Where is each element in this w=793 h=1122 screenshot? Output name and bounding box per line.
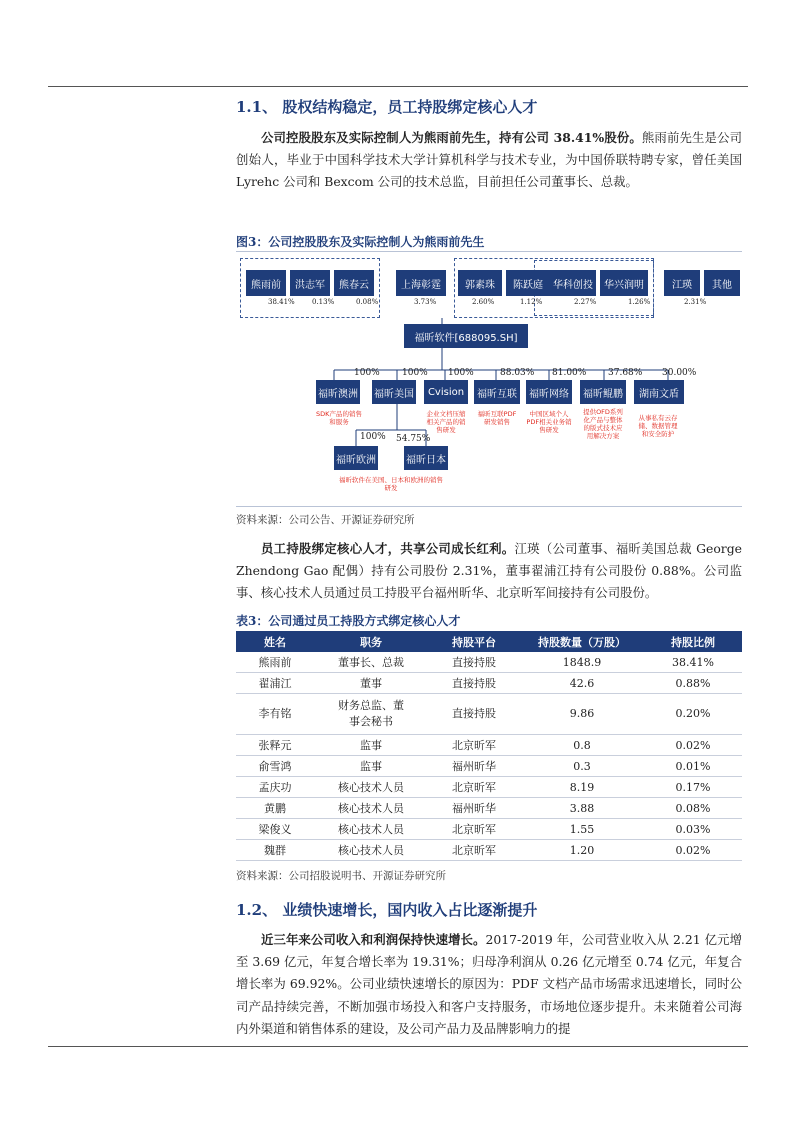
pct-foxit-australia: 100% (354, 368, 380, 378)
cell-ratio: 0.02% (644, 840, 742, 861)
pct-huake-vc: 2.27% (574, 298, 597, 306)
cell-platform: 北京昕军 (428, 819, 520, 840)
pct-hunan-wendun: 30.00% (662, 368, 697, 378)
pct-foxit-hulian: 88.03% (500, 368, 535, 378)
cell-platform: 直接持股 (428, 652, 520, 673)
section-heading-1-1: 1.1、 股权结构稳定，员工持股绑定核心人才 (236, 98, 538, 116)
cell-ratio: 38.41% (644, 652, 742, 673)
table-source: 资料来源：公司招股说明书、开源证券研究所 (236, 870, 446, 882)
paragraph-controlling-shareholder (236, 127, 742, 217)
cell-name: 梁俊义 (236, 819, 314, 840)
table-row (236, 756, 742, 777)
shareholder-chen-yueting: 陈跃庭 (506, 270, 550, 296)
cell-ratio: 0.17% (644, 777, 742, 798)
cell-position: 核心技术人员 (314, 819, 428, 840)
sub-foxit-japan: 福昕日本 (404, 446, 448, 470)
pct-huaxing-runming: 1.26% (628, 298, 651, 306)
ownership-chart (236, 256, 742, 496)
shareholder-huaxing-runming: 华兴润明 (600, 270, 648, 296)
shareholder-others: 其他 (704, 270, 740, 296)
cell-position: 董事长、总裁 (314, 652, 428, 673)
table-row (236, 652, 742, 673)
cell-position: 核心技术人员 (314, 840, 428, 861)
note-foxit-kunpeng: 提供OFD系列化产品与整体的版式技术应用解决方案 (583, 408, 623, 440)
paragraph-lead-3: 近三年来公司收入和利润保持快速增长。 (261, 932, 486, 947)
header-platform: 持股平台 (428, 631, 520, 652)
pct-xiong-chunyun: 0.08% (356, 298, 379, 306)
footer-rule (48, 1046, 748, 1047)
figure-bottom-rule (236, 506, 742, 507)
sub-hunan-wendun: 湖南文盾 (634, 380, 684, 404)
paragraph-lead-2: 员工持股绑定核心人才，共享公司成长红利。 (261, 541, 515, 556)
cell-shares: 1.55 (520, 819, 644, 840)
table-row (236, 840, 742, 861)
pct-cvision: 100% (448, 368, 474, 378)
sub-foxit-usa: 福昕美国 (372, 380, 416, 404)
pct-guo-suzhu: 2.60% (472, 298, 495, 306)
table-row (236, 735, 742, 756)
cell-name: 李有铭 (236, 694, 314, 735)
header-rule (48, 86, 748, 87)
cell-position: 董事 (314, 673, 428, 694)
cell-name: 孟庆功 (236, 777, 314, 798)
shareholder-jiang-ying: 江瑛 (664, 270, 700, 296)
cell-position: 核心技术人员 (314, 798, 428, 819)
sub-cvision: Cvision (424, 380, 468, 404)
table-row (236, 673, 742, 694)
pct-shanghai-zhangting: 3.73% (414, 298, 437, 306)
table-row (236, 798, 742, 819)
pct-foxit-kunpeng: 37.68% (608, 368, 643, 378)
cell-position: 监事 (314, 735, 428, 756)
cell-shares: 0.3 (520, 756, 644, 777)
paragraph-revenue-growth (236, 929, 742, 1039)
pct-foxit-usa: 100% (402, 368, 428, 378)
figure-source: 资料来源：公司公告、开源证券研究所 (236, 514, 415, 526)
sub-foxit-network: 福昕网络 (526, 380, 572, 404)
cell-platform: 北京昕军 (428, 840, 520, 861)
cell-ratio: 0.08% (644, 798, 742, 819)
shareholder-xiong-yuqian: 熊雨前 (246, 270, 286, 296)
paragraph-body-2: 江瑛（公司董事、福昕美国总裁 George Zhendong Gao 配偶）持有公司股份 2.31%，董事翟浦江持有公司股份 0.88%。公司监事、核心技术人员通过员工持股平台福州昕华、北京昕军间接持有公司股份。 (236, 541, 742, 601)
cell-shares: 8.19 (520, 777, 644, 798)
pct-foxit-japan: 54.75% (396, 434, 431, 444)
header-position: 职务 (314, 631, 428, 652)
cell-name: 魏群 (236, 840, 314, 861)
cell-position: 财务总监、董事会秘书 (314, 694, 428, 735)
header-ratio: 持股比例 (644, 631, 742, 652)
header-name: 姓名 (236, 631, 314, 652)
cell-platform: 北京昕军 (428, 777, 520, 798)
cell-shares: 42.6 (520, 673, 644, 694)
cell-ratio: 0.01% (644, 756, 742, 777)
shareholder-hong-zhijun: 洪志军 (290, 270, 330, 296)
sub-foxit-kunpeng: 福昕鲲鹏 (580, 380, 626, 404)
cell-name: 黄鹏 (236, 798, 314, 819)
cell-shares: 1848.9 (520, 652, 644, 673)
sub-foxit-europe: 福昕欧洲 (334, 446, 378, 470)
cell-position: 核心技术人员 (314, 777, 428, 798)
cell-ratio: 0.02% (644, 735, 742, 756)
pct-foxit-network: 81.00% (552, 368, 587, 378)
note-cvision: 企业文档压缩相关产品的销售研发 (426, 410, 466, 434)
pct-jiang-ying: 2.31% (684, 298, 707, 306)
section-heading-1-2: 1.2、 业绩快速增长，国内收入占比逐渐提升 (236, 901, 538, 919)
paragraph-body-3: 2017-2019 年，公司营业收入从 2.21 亿元增至 3.69 亿元，年复合增长率为 19.31%；归母净利润从 0.26 亿元增至 0.74 亿元，年复合增长率为 69.92%。公司业绩快速增长的原因为：PDF 文档产品市场需求迅速增长，同时公司产品持续完善，不断加强市场投入和客户支持服务，市场地位逐步提升。未来随着公司海内外渠道和销售体系的建设，及公司产品力及品牌影响力的提 (236, 932, 742, 1036)
cell-platform: 直接持股 (428, 673, 520, 694)
figure-title: 图3：公司控股股东及实际控制人为熊雨前先生 (236, 235, 485, 249)
cell-ratio: 0.20% (644, 694, 742, 735)
paragraph-lead: 公司控股股东及实际控制人为熊雨前先生，持有公司 38.41%股份。 (261, 130, 642, 145)
figure-title-rule (236, 251, 742, 252)
cell-name: 俞雪鸿 (236, 756, 314, 777)
cell-platform: 直接持股 (428, 694, 520, 735)
pct-chen-yueting: 1.12% (520, 298, 543, 306)
cell-name: 熊雨前 (236, 652, 314, 673)
paragraph-employee-stock (236, 538, 742, 606)
paragraph-body: 熊雨前先生是公司创始人，毕业于中国科学技术大学计算机科学与技术专业，为中国侨联特聘专家，曾任美国 Lyrehc 公司和 Bexcom 公司的技术总监，目前担任公司董事长、总裁。 (236, 130, 742, 190)
cell-ratio: 0.88% (644, 673, 742, 694)
shareholder-huake-vc: 华科创投 (550, 270, 596, 296)
cell-position: 监事 (314, 756, 428, 777)
note-second-level: 福昕软件在美国、日本和欧洲的销售研发 (339, 476, 443, 492)
note-foxit-network: 中国区域个人PDF相关业务销售研发 (526, 410, 572, 434)
pct-hong-zhijun: 0.13% (312, 298, 335, 306)
company-foxit: 福昕软件[688095.SH] (404, 324, 528, 348)
cell-shares: 0.8 (520, 735, 644, 756)
table-body (236, 652, 742, 861)
table-row (236, 694, 742, 735)
header-shares: 持股数量（万股） (520, 631, 644, 652)
table-row (236, 777, 742, 798)
sub-foxit-australia: 福昕澳洲 (316, 380, 360, 404)
note-foxit-hulian: 福昕互联PDF研发销售 (477, 410, 517, 426)
pct-xiong-yuqian: 38.41% (268, 298, 295, 306)
employee-holdings-table (236, 631, 742, 861)
shareholder-shanghai-zhangting: 上海彰霆 (396, 270, 446, 296)
table-title: 表3：公司通过员工持股方式绑定核心人才 (236, 614, 461, 628)
cell-ratio: 0.03% (644, 819, 742, 840)
pct-foxit-europe: 100% (360, 432, 386, 442)
note-foxit-australia: SDK产品的销售和服务 (316, 410, 362, 426)
cell-shares: 3.88 (520, 798, 644, 819)
cell-platform: 福州昕华 (428, 756, 520, 777)
table-row (236, 819, 742, 840)
table-header-row (236, 631, 742, 652)
shareholder-guo-suzhu: 郭素珠 (458, 270, 502, 296)
cell-name: 翟浦江 (236, 673, 314, 694)
sub-foxit-hulian: 福昕互联 (474, 380, 520, 404)
cell-shares: 1.20 (520, 840, 644, 861)
shareholder-xiong-chunyun: 熊春云 (334, 270, 374, 296)
cell-platform: 福州昕华 (428, 798, 520, 819)
cell-platform: 北京昕军 (428, 735, 520, 756)
cell-shares: 9.86 (520, 694, 644, 735)
note-hunan-wendun: 从事私有云存储、数据管理和安全防护 (638, 414, 678, 438)
cell-name: 张释元 (236, 735, 314, 756)
